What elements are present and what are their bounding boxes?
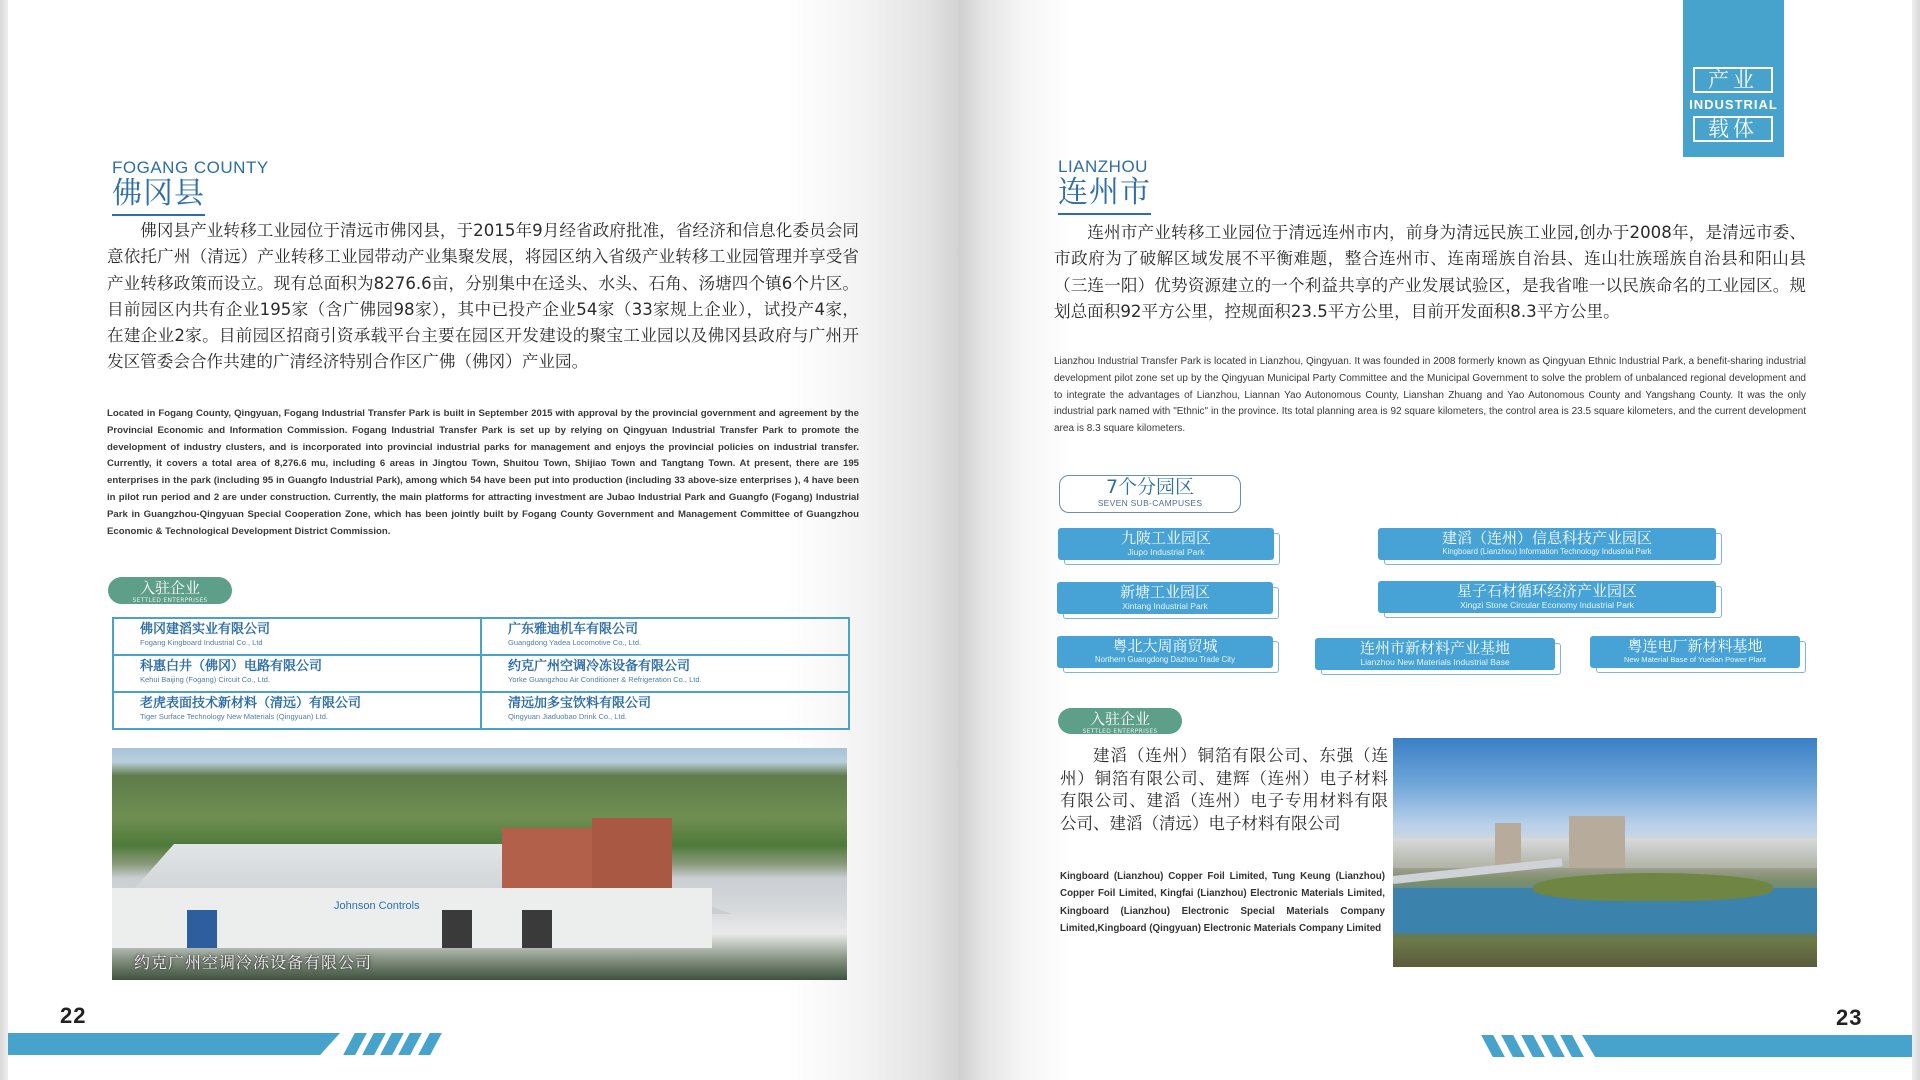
campus-card-face (1378, 581, 1716, 613)
enterprise-name-en: Tiger Surface Technology New Materials (Qingyuan) Ltd. (140, 712, 329, 721)
enterprise-name-en: Fogang Kingboard Industrial Co., Ltd (140, 638, 263, 647)
campus-card (1058, 528, 1274, 560)
campus-name-en: Xingzi Stone Circular Economy Industrial Park (1460, 600, 1634, 610)
settled-enterprises-label-right (1058, 708, 1182, 734)
sub-campuses-title (1059, 475, 1241, 513)
settled-label-en: SETTLED ENTERPRISES (132, 597, 208, 604)
page-number-left: 22 (60, 1003, 87, 1028)
enterprise-name-cn: 老虎表面技术新材料（清远）有限公司 (140, 696, 362, 711)
factory-door (442, 910, 472, 948)
campus-name-cn: 连州市新材料产业基地 (1359, 639, 1510, 657)
campus-card-face (1590, 636, 1800, 668)
campus-card-face (1058, 528, 1274, 560)
city-tower (1495, 823, 1521, 868)
enterprise-name-en: Yorke Guangzhou Air Conditioner & Refrigeration Co., Ltd. (508, 675, 702, 684)
campus-name-cn: 建滔（连州）信息科技产业园区 (1441, 529, 1652, 547)
enterprise-cell (481, 692, 849, 729)
campus-name-en: New Material Base of Yuelian Power Plant (1623, 655, 1767, 664)
campus-card (1378, 581, 1716, 613)
badge-bottom-cn: 载体 (1693, 116, 1773, 142)
lianzhou-enterprises-cn: 建滔（连州）铜箔有限公司、东强（连州）铜箔有限公司、建辉（连州）电子材料有限公司、建滔（连州）电子专用材料有限公司、建滔（清远）电子材料有限公司 (1060, 746, 1388, 833)
page-22 (8, 0, 958, 1080)
book-edge-left (0, 0, 8, 1080)
enterprise-cell (113, 655, 481, 692)
county-title-en: FOGANG COUNTY (112, 158, 269, 177)
footer-bar-left (8, 1033, 340, 1055)
enterprise-name-cn: 清远加多宝饮料有限公司 (508, 696, 652, 711)
badge-en: INDUSTRIAL (1683, 96, 1784, 114)
sub-campuses-title-cn: 7个分园区 (1105, 476, 1195, 498)
campus-card (1057, 636, 1273, 668)
campus-card-face (1057, 582, 1273, 614)
campus-name-en: Northern Guangdong Dazhou Trade City (1095, 655, 1235, 664)
factory-door (522, 910, 552, 948)
settled-label-cn: 入驻企业 (1089, 710, 1150, 728)
book-edge-right (1912, 0, 1920, 1080)
factory-photo (112, 748, 847, 980)
enterprise-cell (113, 618, 481, 655)
campus-name-en: Xintang Industrial Park (1122, 601, 1208, 611)
campus-card (1590, 636, 1800, 668)
enterprise-name-cn: 约克广州空调冷冻设备有限公司 (508, 659, 691, 674)
enterprise-name-en: Guangdong Yadea Locomotive Co., Ltd. (508, 638, 642, 647)
table-row (113, 618, 849, 655)
lianzhou-enterprises-en: Kingboard (Lianzhou) Copper Foil Limited, Tung Keung (Lianzhou) Copper Foil Limited, Kingfai (Lianzhou) Electronic Materials Limited, Kingboard (Lianzhou) Electronic Special Materials Company Limited,Kingboard (Qingyuan) Electronic Materials Company Limited (1060, 871, 1385, 935)
enterprise-name-en: Qingyuan Jiaduobao Drink Co., Ltd. (508, 712, 627, 721)
table-row (113, 655, 849, 692)
city-title-cn: 连州市 (1058, 175, 1151, 215)
footer-bar-right (1582, 1035, 1912, 1057)
sub-campuses-title-en: SEVEN SUB-CAMPUSES (1097, 498, 1203, 508)
photo-caption: 约克广州空调冷冻设备有限公司 (134, 953, 373, 972)
page-number-right: 23 (1836, 1005, 1863, 1030)
enterprises-table (112, 617, 850, 730)
fogang-intro-en: Located in Fogang County, Qingyuan, Fogang Industrial Transfer Park is built in September 2015 with approval by the provincial government and agreement by the Provincial Economic and Information Commission. Fogang Industrial Transfer Park is set up by relying on Qingyuan Industrial Transfer Park to promote the development of industry clusters, and is incorporated into provincial industrial parks for management and enjoys the provincial policies on industrial transfer. Currently, it covers a total area of 8,276.6 mu, including 6 areas in Jingtou Town, Shuitou Town, Shijiao Town and Tangtang Town. At present, there are 195 enterprises in the park (including 95 in Guangfo Industrial Park), among which 54 have been put into production (including 33 above-size enterprises ), 4 have been in pilot run period and 2 are under construction. Currently, the main platforms for attracting investment are Jubao Industrial Park and Guangfo (Fogang) Industrial Park in Guangzhou-Qingyuan Special Cooperation Zone, which has been jointly built by Fogang County Government and Management Committee of Guangzhou Economic & Technological Development District Commission. (107, 408, 859, 537)
campus-name-cn: 九陂工业园区 (1120, 529, 1211, 547)
lianzhou-intro-en: Lianzhou Industrial Transfer Park is located in Lianzhou, Qingyuan. It was founded in 2008 formerly known as Qingyuan Ethnic Industrial Park, a benefit-sharing industrial development pilot zone set up by the Qingyuan Municipal Party Committee and the Municipal Government to solve the problem of unbalanced regional development and to integrate the advantages of Lianzhou, Liannan Yao Autonomous County, Lianshan Zhuang and Yao Autonomous County and Yangshang County. It was the only industrial park named with "Ethnic" in the province. Its total planning area is 92 square kilometers, the control area is 23.5 square kilometers, and the current development area is 8.3 square kilometers. (1054, 356, 1806, 435)
city-island (1533, 873, 1773, 901)
settled-enterprises-label (108, 577, 232, 604)
fogang-intro-cn: 佛冈县产业转移工业园位于清远市佛冈县，于2015年9月经省政府批准，省经济和信息化委员会同意依托广州（清远）产业转移工业园带动产业集聚发展，将园区纳入省级产业转移工业园管理并享受省产业转移政策而设立。现有总面积为8276.6亩，分别集中在迳头、水头、石角、汤塘四个镇6个片区。目前园区内共有企业195家（含广佛园98家），其中已投产企业54家（33家规上企业），试投产4家，在建企业2家。目前园区招商引资承载平台主要在园区开发建设的聚宝工业园以及佛冈县政府与广州开发区管委会合作共建的广清经济特别合作区广佛（佛冈）产业园。 (107, 221, 859, 372)
table-row (113, 692, 849, 729)
campus-card (1057, 582, 1273, 614)
campus-name-cn: 新塘工业园区 (1119, 583, 1210, 601)
settled-label-cn: 入驻企业 (139, 579, 200, 597)
campus-name-en: Lianzhou New Materials Industrial Base (1360, 657, 1510, 667)
enterprise-name-en: Kehui Baijing (Fogang) Circuit Co., Ltd. (140, 675, 271, 684)
enterprise-cell (481, 655, 849, 692)
enterprise-name-cn: 佛冈建滔实业有限公司 (140, 622, 271, 637)
campus-name-cn: 星子石材循环经济产业园区 (1456, 582, 1637, 600)
campus-name-en: Kingboard (Lianzhou) Information Technology Industrial Park (1442, 547, 1652, 556)
city-tower (1569, 816, 1625, 868)
factory-logo: Johnson Controls (334, 900, 420, 912)
city-title-en: LIANZHOU (1058, 157, 1148, 176)
campus-card (1315, 638, 1555, 670)
campus-card-face (1057, 636, 1273, 668)
enterprise-cell (113, 692, 481, 729)
badge-top-cn: 产业 (1693, 67, 1773, 93)
campus-card-face (1378, 528, 1716, 560)
campus-card-face (1315, 638, 1555, 670)
factory-truck (187, 910, 217, 948)
campus-name-cn: 粤连电厂新材料基地 (1627, 637, 1763, 655)
campus-card (1378, 528, 1716, 560)
lianzhou-city-photo (1393, 738, 1817, 967)
campus-name-cn: 粤北大周商贸城 (1112, 637, 1218, 655)
enterprise-cell (481, 618, 849, 655)
lianzhou-intro-cn: 连州市产业转移工业园位于清远连州市内，前身为清远民族工业园,创办于2008年，是清远市委、市政府为了破解区域发展不平衡难题，整合连州市、连南瑶族自治县、连山壮族瑶族自治县和阳山县（三连一阳）优势资源建立的一个利益共享的产业发展试验区，是我省唯一以民族命名的工业园区。规划总面积92平方公里，控规面积23.5平方公里，目前开发面积8.3平方公里。 (1054, 223, 1806, 321)
footer-stripe (418, 1033, 442, 1055)
enterprise-name-cn: 广东雅迪机车有限公司 (508, 622, 639, 637)
county-title-cn: 佛冈县 (112, 176, 205, 216)
enterprise-name-cn: 科惠白井（佛冈）电路有限公司 (140, 659, 323, 674)
campus-name-en: Jiupo Industrial Park (1127, 547, 1205, 557)
settled-label-en: SETTLED ENTERPRISES (1082, 728, 1158, 735)
